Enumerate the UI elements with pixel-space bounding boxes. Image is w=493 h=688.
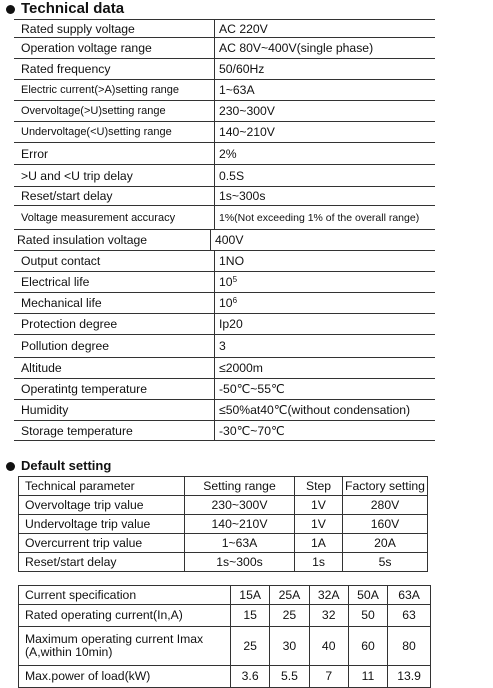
tech-value	[214, 358, 435, 378]
default-cell: 230~300V	[185, 496, 295, 515]
current-cell: 50	[348, 605, 387, 627]
tech-row	[14, 142, 435, 164]
current-row	[19, 586, 431, 605]
default-cell: 1~63A	[185, 534, 295, 553]
default-cell: Technical parameter	[19, 477, 185, 496]
default-cell: Reset/start delay	[19, 553, 185, 572]
tech-value	[214, 187, 435, 205]
tech-label: Undervoltage(<U)setting range	[21, 126, 172, 138]
current-cell: 32A	[309, 586, 348, 605]
tech-value: 10 $^6$	[214, 293, 435, 313]
tech-value	[214, 379, 435, 399]
tech-value-text: 400V	[215, 233, 244, 247]
current-spec-table	[18, 585, 431, 688]
tech-value	[214, 38, 435, 58]
tech-value-text: 50/60Hz	[219, 62, 265, 76]
current-cell: 15	[231, 605, 270, 627]
tech-value	[214, 59, 435, 79]
tech-row	[14, 37, 435, 58]
tech-value-text: 1%(Not exceeding 1% of the overall range)	[219, 211, 420, 224]
default-cell: 1s~300s	[185, 553, 295, 572]
tech-value-text: 10	[219, 296, 233, 310]
default-cell: 1s	[295, 553, 343, 572]
default-cell: 1A	[295, 534, 343, 553]
current-cell: 7	[309, 666, 348, 688]
current-row	[19, 605, 431, 627]
default-cell: Overcurrent trip value	[19, 534, 185, 553]
current-cell: 11	[348, 666, 387, 688]
tech-label: Protection degree	[21, 317, 118, 331]
tech-row	[14, 79, 435, 100]
tech-value-text: 1s~300s	[219, 189, 266, 203]
current-row	[19, 666, 431, 688]
tech-value-text: 1NO	[219, 254, 245, 268]
current-cell: 25	[270, 605, 309, 627]
tech-value-text: Ip20	[219, 317, 243, 331]
default-setting-title	[6, 458, 111, 474]
technical-data-list	[14, 19, 435, 441]
default-cell: Setting range	[185, 477, 295, 496]
current-cell: 13.9	[388, 666, 431, 688]
tech-value	[214, 421, 435, 440]
tech-value-text: AC 220V	[219, 21, 268, 36]
tech-value	[214, 143, 435, 164]
tech-row	[14, 357, 435, 378]
tech-row	[14, 19, 435, 37]
current-cell: 63	[388, 605, 431, 627]
tech-value	[214, 101, 435, 121]
tech-value: 10 $^5$	[214, 272, 435, 292]
tech-label: Pollution degree	[21, 339, 110, 353]
default-cell: 280V	[343, 496, 428, 515]
tech-label: Humidity	[21, 403, 69, 417]
tech-value	[214, 80, 435, 100]
technical-data-title	[6, 1, 124, 17]
current-cell: 5.5	[270, 666, 309, 688]
tech-label: Mechanical life	[21, 296, 102, 310]
tech-label: Overvoltage(>U)setting range	[21, 105, 166, 117]
current-cell: 60	[348, 627, 387, 666]
tech-label: >U and <U trip delay	[21, 168, 133, 183]
tech-row	[14, 313, 435, 334]
tech-label: Reset/start delay	[21, 189, 113, 203]
tech-label: Error	[21, 146, 49, 161]
tech-row	[14, 186, 435, 205]
tech-label: Voltage measurement accuracy	[21, 211, 176, 224]
tech-value	[214, 165, 435, 186]
default-row	[19, 553, 428, 572]
tech-row	[14, 121, 435, 142]
current-cell: 25	[231, 627, 270, 666]
current-cell: Maximum operating current Imax (A,within 10min)	[19, 627, 231, 666]
bullet-icon	[6, 5, 15, 14]
tech-row	[14, 292, 435, 313]
current-cell: 80	[388, 627, 431, 666]
tech-label: Output contact	[21, 254, 101, 268]
tech-value	[214, 400, 435, 420]
current-cell: 25A	[270, 586, 309, 605]
current-cell: Rated operating current(In,A)	[19, 605, 231, 627]
default-header-row	[19, 477, 428, 496]
current-cell: 30	[270, 627, 309, 666]
tech-label: Electrical life	[21, 275, 90, 289]
default-cell: 1V	[295, 515, 343, 534]
bullet-icon	[6, 462, 15, 471]
current-cell: 50A	[348, 586, 387, 605]
tech-value	[214, 20, 435, 37]
tech-row	[14, 229, 435, 250]
tech-label: Operation voltage range	[21, 41, 152, 55]
default-cell: 1V	[295, 496, 343, 515]
default-cell: Overvoltage trip value	[19, 496, 185, 515]
tech-row	[14, 58, 435, 79]
default-row	[19, 515, 428, 534]
tech-row	[14, 100, 435, 121]
default-cell: Step	[295, 477, 343, 496]
tech-value-text: ≤50%at40℃(without condensation)	[219, 403, 411, 417]
tech-value-text: 3	[219, 339, 226, 353]
tech-value-text: 230~300V	[219, 104, 275, 118]
current-cell: Current specification	[19, 586, 231, 605]
tech-value	[214, 314, 435, 334]
tech-label: Electric current(>A)setting range	[21, 84, 180, 96]
tech-label: Storage temperature	[21, 423, 133, 438]
tech-label: Rated supply voltage	[21, 21, 135, 36]
tech-row	[14, 271, 435, 292]
tech-value	[214, 206, 435, 229]
tech-label: Rated frequency	[21, 62, 111, 76]
tech-value-text: 10	[219, 275, 233, 289]
tech-row	[14, 420, 435, 441]
tech-row	[14, 250, 435, 271]
current-cell: 63A	[388, 586, 431, 605]
default-row	[19, 534, 428, 553]
current-row	[19, 627, 431, 666]
section-heading: Technical data	[21, 0, 125, 17]
current-cell: 3.6	[231, 666, 270, 688]
tech-value-text: -30℃~70℃	[219, 423, 285, 438]
tech-value-text: ≤2000m	[219, 361, 263, 375]
default-cell: Factory setting	[343, 477, 428, 496]
tech-value	[210, 230, 435, 250]
default-row	[19, 496, 428, 515]
default-cell: Undervoltage trip value	[19, 515, 185, 534]
default-setting-table	[18, 476, 428, 572]
default-cell: 160V	[343, 515, 428, 534]
tech-value	[214, 251, 435, 271]
tech-value-text: -50℃~55℃	[219, 382, 285, 396]
tech-value-text: 0.5S	[219, 168, 245, 183]
tech-value-text: 2%	[219, 146, 237, 161]
tech-label: Rated insulation voltage	[17, 233, 148, 247]
tech-value	[214, 335, 435, 357]
tech-row	[14, 164, 435, 186]
current-cell: Max.power of load(kW)	[19, 666, 231, 688]
tech-value-text: 1~63A	[219, 83, 255, 97]
tech-row	[14, 205, 435, 229]
tech-row	[14, 378, 435, 399]
tech-value-text: 140~210V	[219, 125, 275, 139]
default-cell: 140~210V	[185, 515, 295, 534]
tech-label: Operatintg temperature	[21, 382, 148, 396]
tech-value	[214, 122, 435, 142]
default-cell: 5s	[343, 553, 428, 572]
tech-row	[14, 399, 435, 420]
current-cell: 32	[309, 605, 348, 627]
current-cell: 15A	[231, 586, 270, 605]
tech-value-text: AC 80V~400V(single phase)	[219, 41, 374, 55]
tech-label: Altitude	[21, 361, 62, 375]
default-cell: 20A	[343, 534, 428, 553]
section-heading: Default setting	[21, 458, 112, 473]
current-cell: 40	[309, 627, 348, 666]
tech-row	[14, 334, 435, 357]
